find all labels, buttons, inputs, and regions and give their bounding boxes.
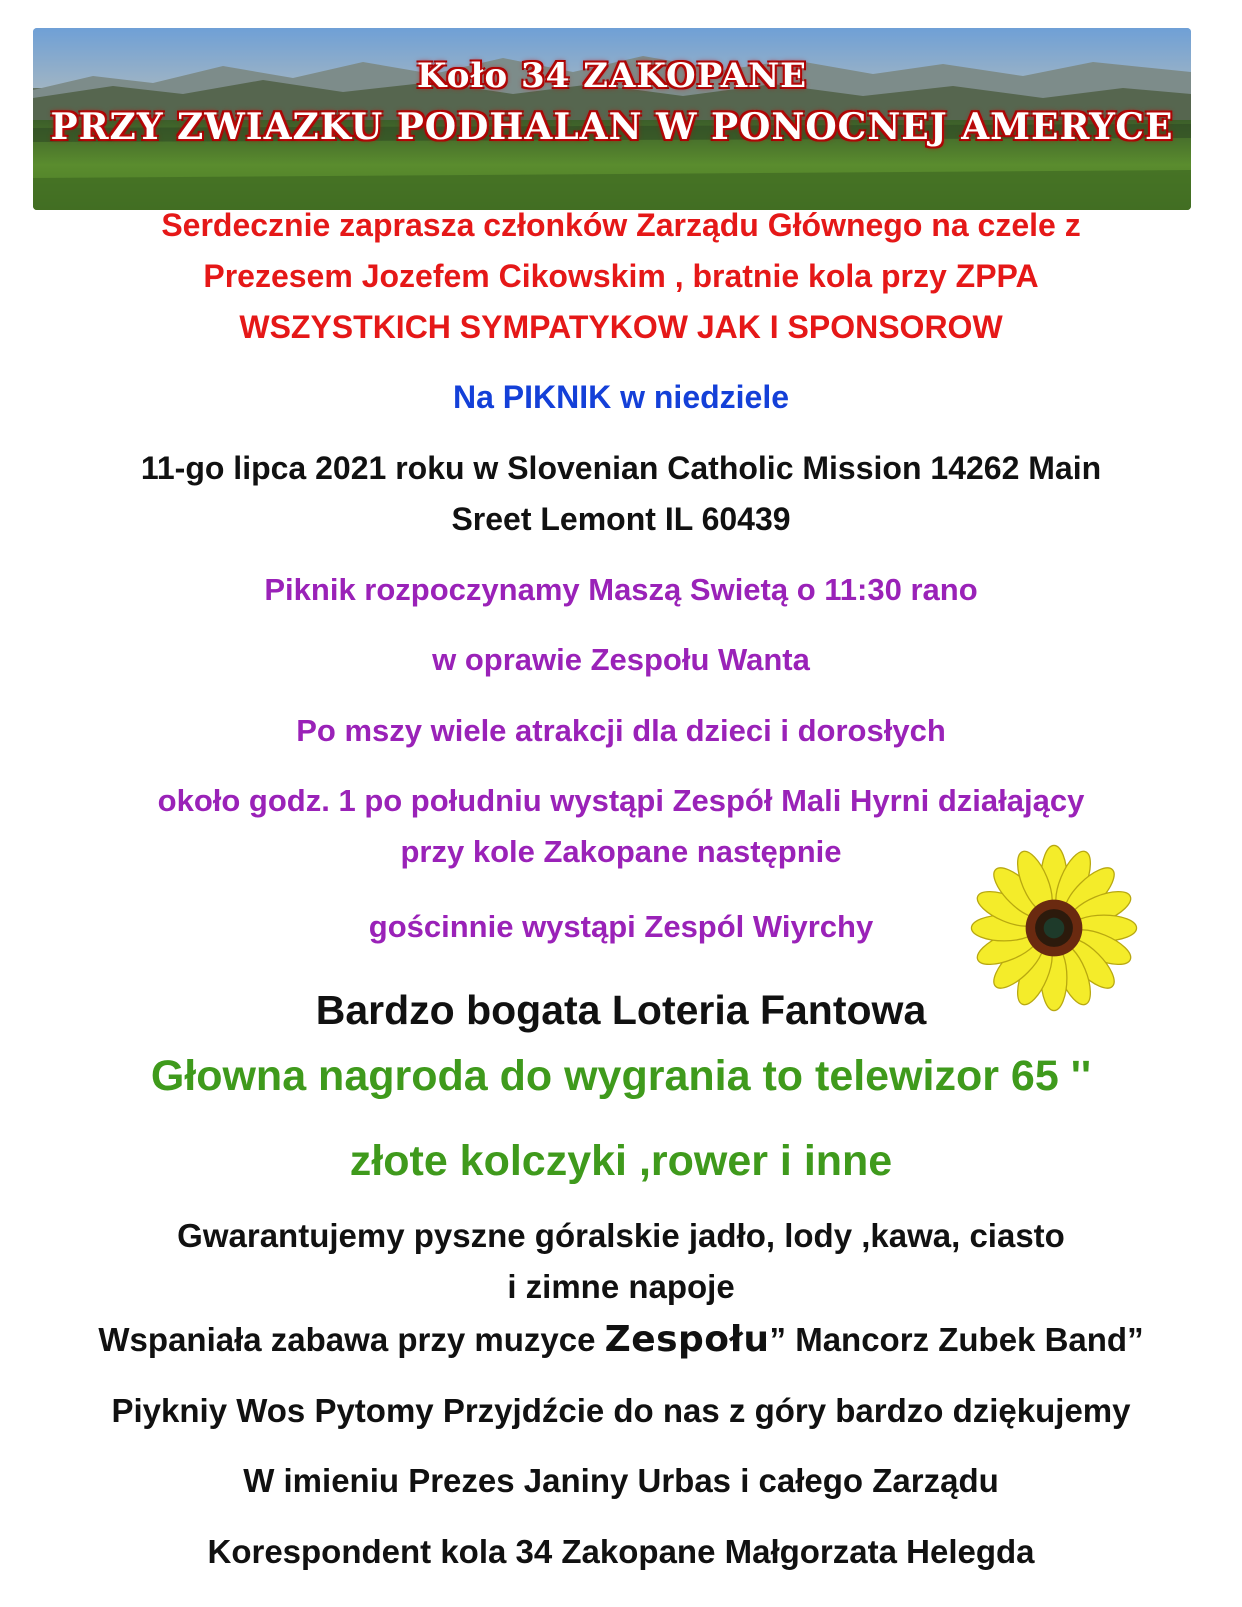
- lottery-other-prizes: złote kolczyki ,rower i inne: [349, 1137, 893, 1185]
- program-attractions: Po mszy wiele atrakcji dla dzieci i dorosłych: [296, 713, 946, 748]
- lottery-title: Bardzo bogata Loteria Fantowa: [315, 987, 927, 1033]
- program-performance-line-2: przy kole Zakopane następnie: [400, 834, 842, 869]
- food-line-1: Gwarantujemy pyszne góralskie jadło, lody ,kawa, ciasto: [177, 1217, 1065, 1254]
- invitation-line-1: Serdecznie zaprasza członków Zarządu Głównego na czele z: [161, 207, 1081, 243]
- program-band: w oprawie Zespołu Wanta: [432, 642, 810, 677]
- music-suffix: ” Mancorz Zubek Band”: [769, 1321, 1144, 1358]
- food-line-2: i zimne napoje: [507, 1268, 735, 1305]
- invitation-line-2: Prezesem Jozefem Cikowskim , bratnie kola przy ZPPA: [203, 258, 1039, 294]
- closing-correspondent: Korespondent kola 34 Zakopane Małgorzata Helegda: [207, 1533, 1035, 1570]
- closing-on-behalf: W imieniu Prezes Janiny Urbas i całego Zarządu: [243, 1462, 999, 1499]
- banner-title: Koło 34 ZAKOPANE: [416, 56, 808, 96]
- closing-greeting: Piykniy Wos Pytomy Przyjdźcie do nas z góry bardzo dziękujemy: [111, 1392, 1131, 1429]
- music-prefix: Wspaniała zabawa przy muzyce: [98, 1321, 605, 1358]
- program-performance-line-1: około godz. 1 po południu wystąpi Zespół Mali Hyrni działający: [157, 783, 1085, 818]
- event-date-line-2: Sreet Lemont IL 60439: [451, 501, 791, 537]
- music-band-word: Zespołu: [604, 1319, 770, 1360]
- program-guest: gościnnie wystąpi Zespól Wiyrchy: [368, 909, 874, 944]
- lottery-main-prize: Głowna nagroda do wygrania to telewizor 65 '': [150, 1052, 1092, 1100]
- header-banner: [33, 28, 1191, 210]
- event-title: Na PIKNIK w niedziele: [452, 379, 790, 415]
- music-line: [0, 1320, 1242, 1360]
- invitation-line-3: WSZYSTKICH SYMPATYKOW JAK I SPONSOROW: [239, 309, 1003, 345]
- program-mass: Piknik rozpoczynamy Maszą Swietą o 11:30 rano: [264, 572, 978, 607]
- event-date-line-1: 11-go lipca 2021 roku w Slovenian Catholic Mission 14262 Main: [140, 450, 1102, 486]
- banner-subtitle: PRZY ZWIAZKU PODHALAN W PONOCNEJ AMERYCE: [50, 106, 1174, 148]
